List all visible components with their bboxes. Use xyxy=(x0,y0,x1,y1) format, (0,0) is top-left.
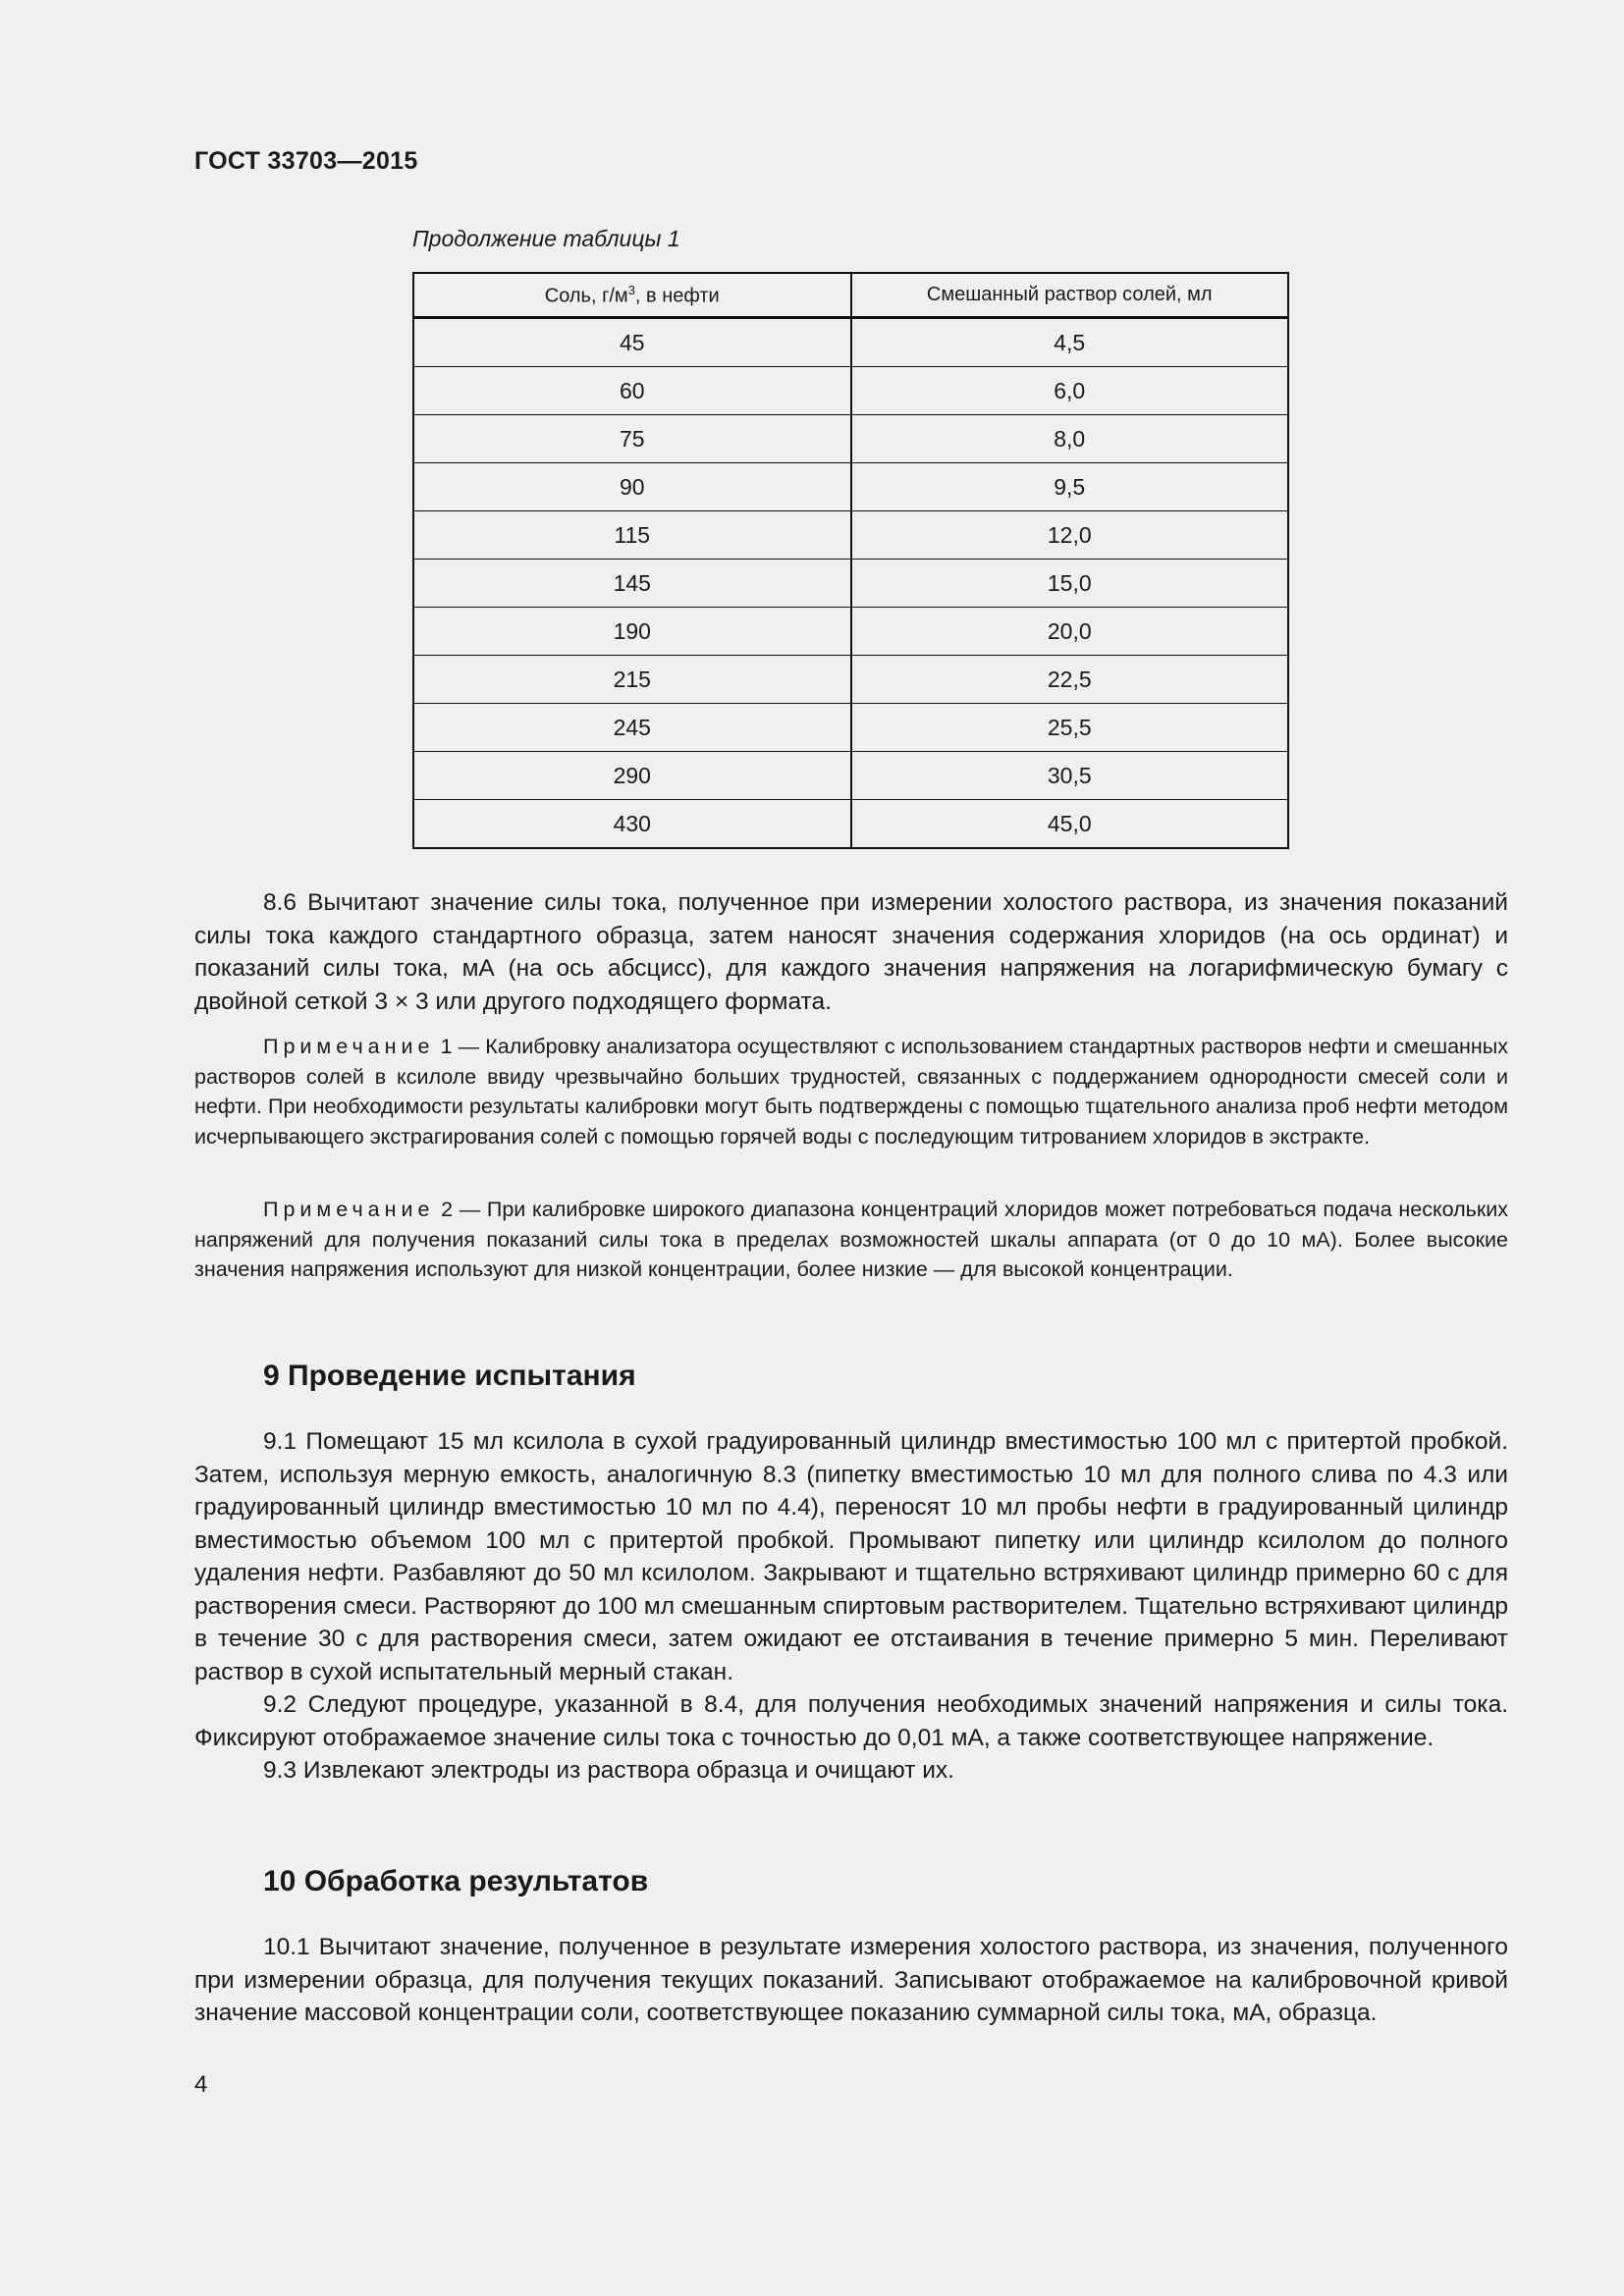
cell-mix: 22,5 xyxy=(851,656,1289,704)
column-header-mix: Смешанный раствор солей, мл xyxy=(851,273,1289,318)
cell-mix: 12,0 xyxy=(851,511,1289,560)
cell-mix: 45,0 xyxy=(851,800,1289,849)
cell-mix: 4,5 xyxy=(851,318,1289,367)
section-10-body xyxy=(194,1931,1508,2030)
cell-salt: 115 xyxy=(413,511,851,560)
note-2-label: Примечание xyxy=(263,1198,435,1221)
cell-salt: 245 xyxy=(413,704,851,752)
cell-salt: 75 xyxy=(413,415,851,463)
paragraph-9-1: 9.1 Помещают 15 мл ксилола в сухой градуированный цилиндр вместимостью 100 мл с притертой пробкой. Затем, используя мерную емкость, аналогичную 8.3 (пипетку вместимостью 10 мл для полного слива по 4.3 или градуированный цилиндр вместимостью 10 мл по 4.4), переносят 10 мл пробы нефти в градуированный цилиндр вместимостью объемом 100 мл с притертой пробкой. Промывают пипетку или цилиндр ксилолом до полного удаления нефти. Разбавляют до 50 мл ксилолом. Закрывают и тщательно встряхивают цилиндр примерно 60 с для растворения смеси. Растворяют до 100 мл смешанным спиртовым растворителем. Тщательно встряхивают цилиндр в течение 30 с для растворения смеси, затем ожидают ее отстаивания в течение примерно 5 мин. Переливают раствор в сухой испытательный мерный стакан. xyxy=(194,1428,1508,1685)
table-row xyxy=(413,800,1288,849)
paragraph-10-1: 10.1 Вычитают значение, полученное в результате измерения холостого раствора, из значения, полученного при измерении образца, для получения текущих показаний. Записывают отображаемое на калибровочной кривой значение массовой концентрации соли, соответствующее показанию суммарной силы тока, мА, образца. xyxy=(194,1934,1508,2026)
section-9-heading: 9 Проведение испытания xyxy=(263,1360,636,1392)
cell-mix: 20,0 xyxy=(851,608,1289,656)
table-row xyxy=(413,318,1288,367)
note-2-block xyxy=(194,1195,1508,1285)
table-row xyxy=(413,463,1288,511)
section-10-heading: 10 Обработка результатов xyxy=(263,1865,649,1897)
section-9-body xyxy=(194,1425,1508,1788)
cell-mix: 15,0 xyxy=(851,560,1289,608)
table-row xyxy=(413,367,1288,415)
table-header-row xyxy=(413,273,1288,318)
paragraph-8-6-block xyxy=(194,886,1508,1018)
cell-mix: 30,5 xyxy=(851,752,1289,800)
cell-salt: 290 xyxy=(413,752,851,800)
note-1-label: Примечание xyxy=(263,1035,435,1058)
column-header-salt: Соль, $г/м^3$, в нефти xyxy=(413,273,851,318)
table-caption: Продолжение таблицы 1 xyxy=(412,226,680,251)
cell-salt: 90 xyxy=(413,463,851,511)
table-row xyxy=(413,415,1288,463)
table-row xyxy=(413,560,1288,608)
cell-mix: 8,0 xyxy=(851,415,1289,463)
note-1-text: 1 — Калибровку анализатора осуществляют с использованием стандартных растворов нефти и смешанных растворов солей в ксилоле ввиду чрезвычайно больших трудностей, связанных с поддержанием однородности смесей соли и нефти. При необходимости результаты калибровки могут быть подтверждены с помощью тщательного анализа проб нефти методом исчерпывающего экстрагирования солей с помощью горячей воды с последующим титрованием хлоридов в экстракте. xyxy=(194,1035,1508,1148)
cell-mix: 25,5 xyxy=(851,704,1289,752)
cell-salt: 190 xyxy=(413,608,851,656)
cell-salt: 215 xyxy=(413,656,851,704)
cell-salt: 145 xyxy=(413,560,851,608)
cell-salt: 45 xyxy=(413,318,851,367)
paragraph-9-3: 9.3 Извлекают электроды из раствора образца и очищают их. xyxy=(263,1757,954,1784)
table-row xyxy=(413,704,1288,752)
paragraph-9-2: 9.2 Следуют процедуре, указанной в 8.4, для получения необходимых значений напряжения и силы тока. Фиксируют отображаемое значение силы тока с точностью до 0,01 мА, а также соответствующее напряжение. xyxy=(194,1691,1508,1751)
paragraph-8-6: 8.6 Вычитают значение силы тока, полученное при измерении холостого раствора, из значения показаний силы тока каждого стандартного образца, затем наносят значения содержания хлоридов (на ось ординат) и показаний силы тока, мА (на ось абсцисс), для каждого значения напряжения на логарифмическую бумагу с двойной сеткой 3 × 3 или другого подходящего формата. xyxy=(194,889,1508,1015)
salt-table xyxy=(412,272,1289,849)
note-2 xyxy=(194,1195,1508,1285)
cell-mix: 6,0 xyxy=(851,367,1289,415)
table-row xyxy=(413,608,1288,656)
table-row xyxy=(413,752,1288,800)
document-header: ГОСТ 33703—2015 xyxy=(194,147,418,175)
cell-salt: 60 xyxy=(413,367,851,415)
note-1 xyxy=(194,1032,1508,1151)
cell-mix: 9,5 xyxy=(851,463,1289,511)
note-2-text: 2 — При калибровке широкого диапазона концентраций хлоридов может потребоваться подача нескольких напряжений для получения показаний силы тока в пределах возможностей шкалы аппарата (от 0 до 10 мА). Более высокие значения напряжения используют для низкой концентрации, более низкие — для высокой концентрации. xyxy=(194,1198,1508,1281)
cell-salt: 430 xyxy=(413,800,851,849)
table-row xyxy=(413,511,1288,560)
page-number: 4 xyxy=(194,2071,208,2098)
table-row xyxy=(413,656,1288,704)
note-1-block xyxy=(194,1032,1508,1151)
